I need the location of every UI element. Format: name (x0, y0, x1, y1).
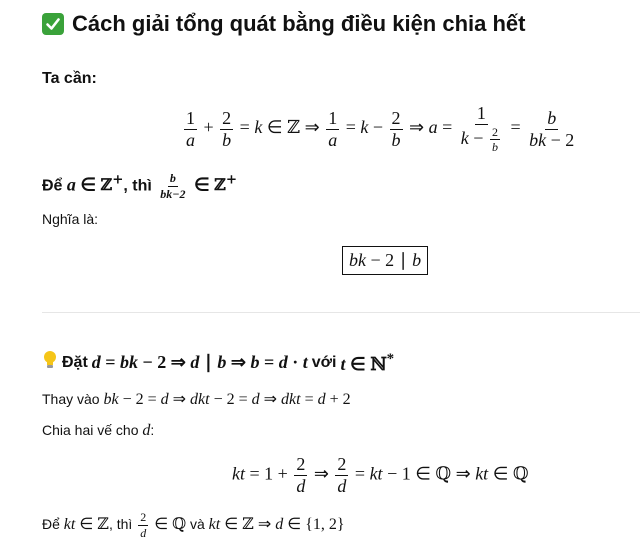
equation-kt: kt = 1 + $\frac{2}{d}$ ⇒ $\frac{2}{d}$ = kt − 1 ∈ ℚ ⇒ kt ∈ ℚ (232, 454, 529, 496)
heading (42, 11, 526, 37)
substitution-statement: Đặt d = bk − 2 ⇒ d ∣ b ⇒ b = d · t với t ∈ ℕ* (42, 350, 394, 375)
condition-statement: Để a ∈ ℤ+, thì $\frac{b}{bk-2}$ ∈ ℤ+ (42, 171, 237, 201)
lightbulb-icon (42, 350, 58, 375)
equation-condition: $\frac{1}{a}$ + $\frac{2}{b}$ = k ∈ ℤ ⇒ $\frac{1}{a}$ = k − $\frac{2}{b}$ ⇒ a = 1 k − $\frac{2}{b}$ = $\frac{b}{bk - 2}$ (186, 103, 575, 155)
heading-text: Cách giải tổng quát bằng điều kiện chia hết (72, 11, 526, 36)
ta-can-label: Ta cần: (42, 70, 97, 87)
divisibility-box: bk − 2 ∣ b (342, 246, 428, 275)
conclusion-line: Để kt ∈ ℤ, thì $\frac{2}{d}$ ∈ ℚ và kt ∈ ℤ ⇒ d ∈ {1, 2} (42, 510, 345, 540)
check-mark-icon (42, 13, 64, 35)
divide-line: Chia hai vế cho d: (42, 422, 155, 439)
divider (42, 312, 640, 313)
substitute-line: Thay vào bk − 2 = d ⇒ dkt − 2 = d ⇒ dkt = d + 2 (42, 391, 351, 408)
nghia-la-label: Nghĩa là: (42, 211, 99, 227)
